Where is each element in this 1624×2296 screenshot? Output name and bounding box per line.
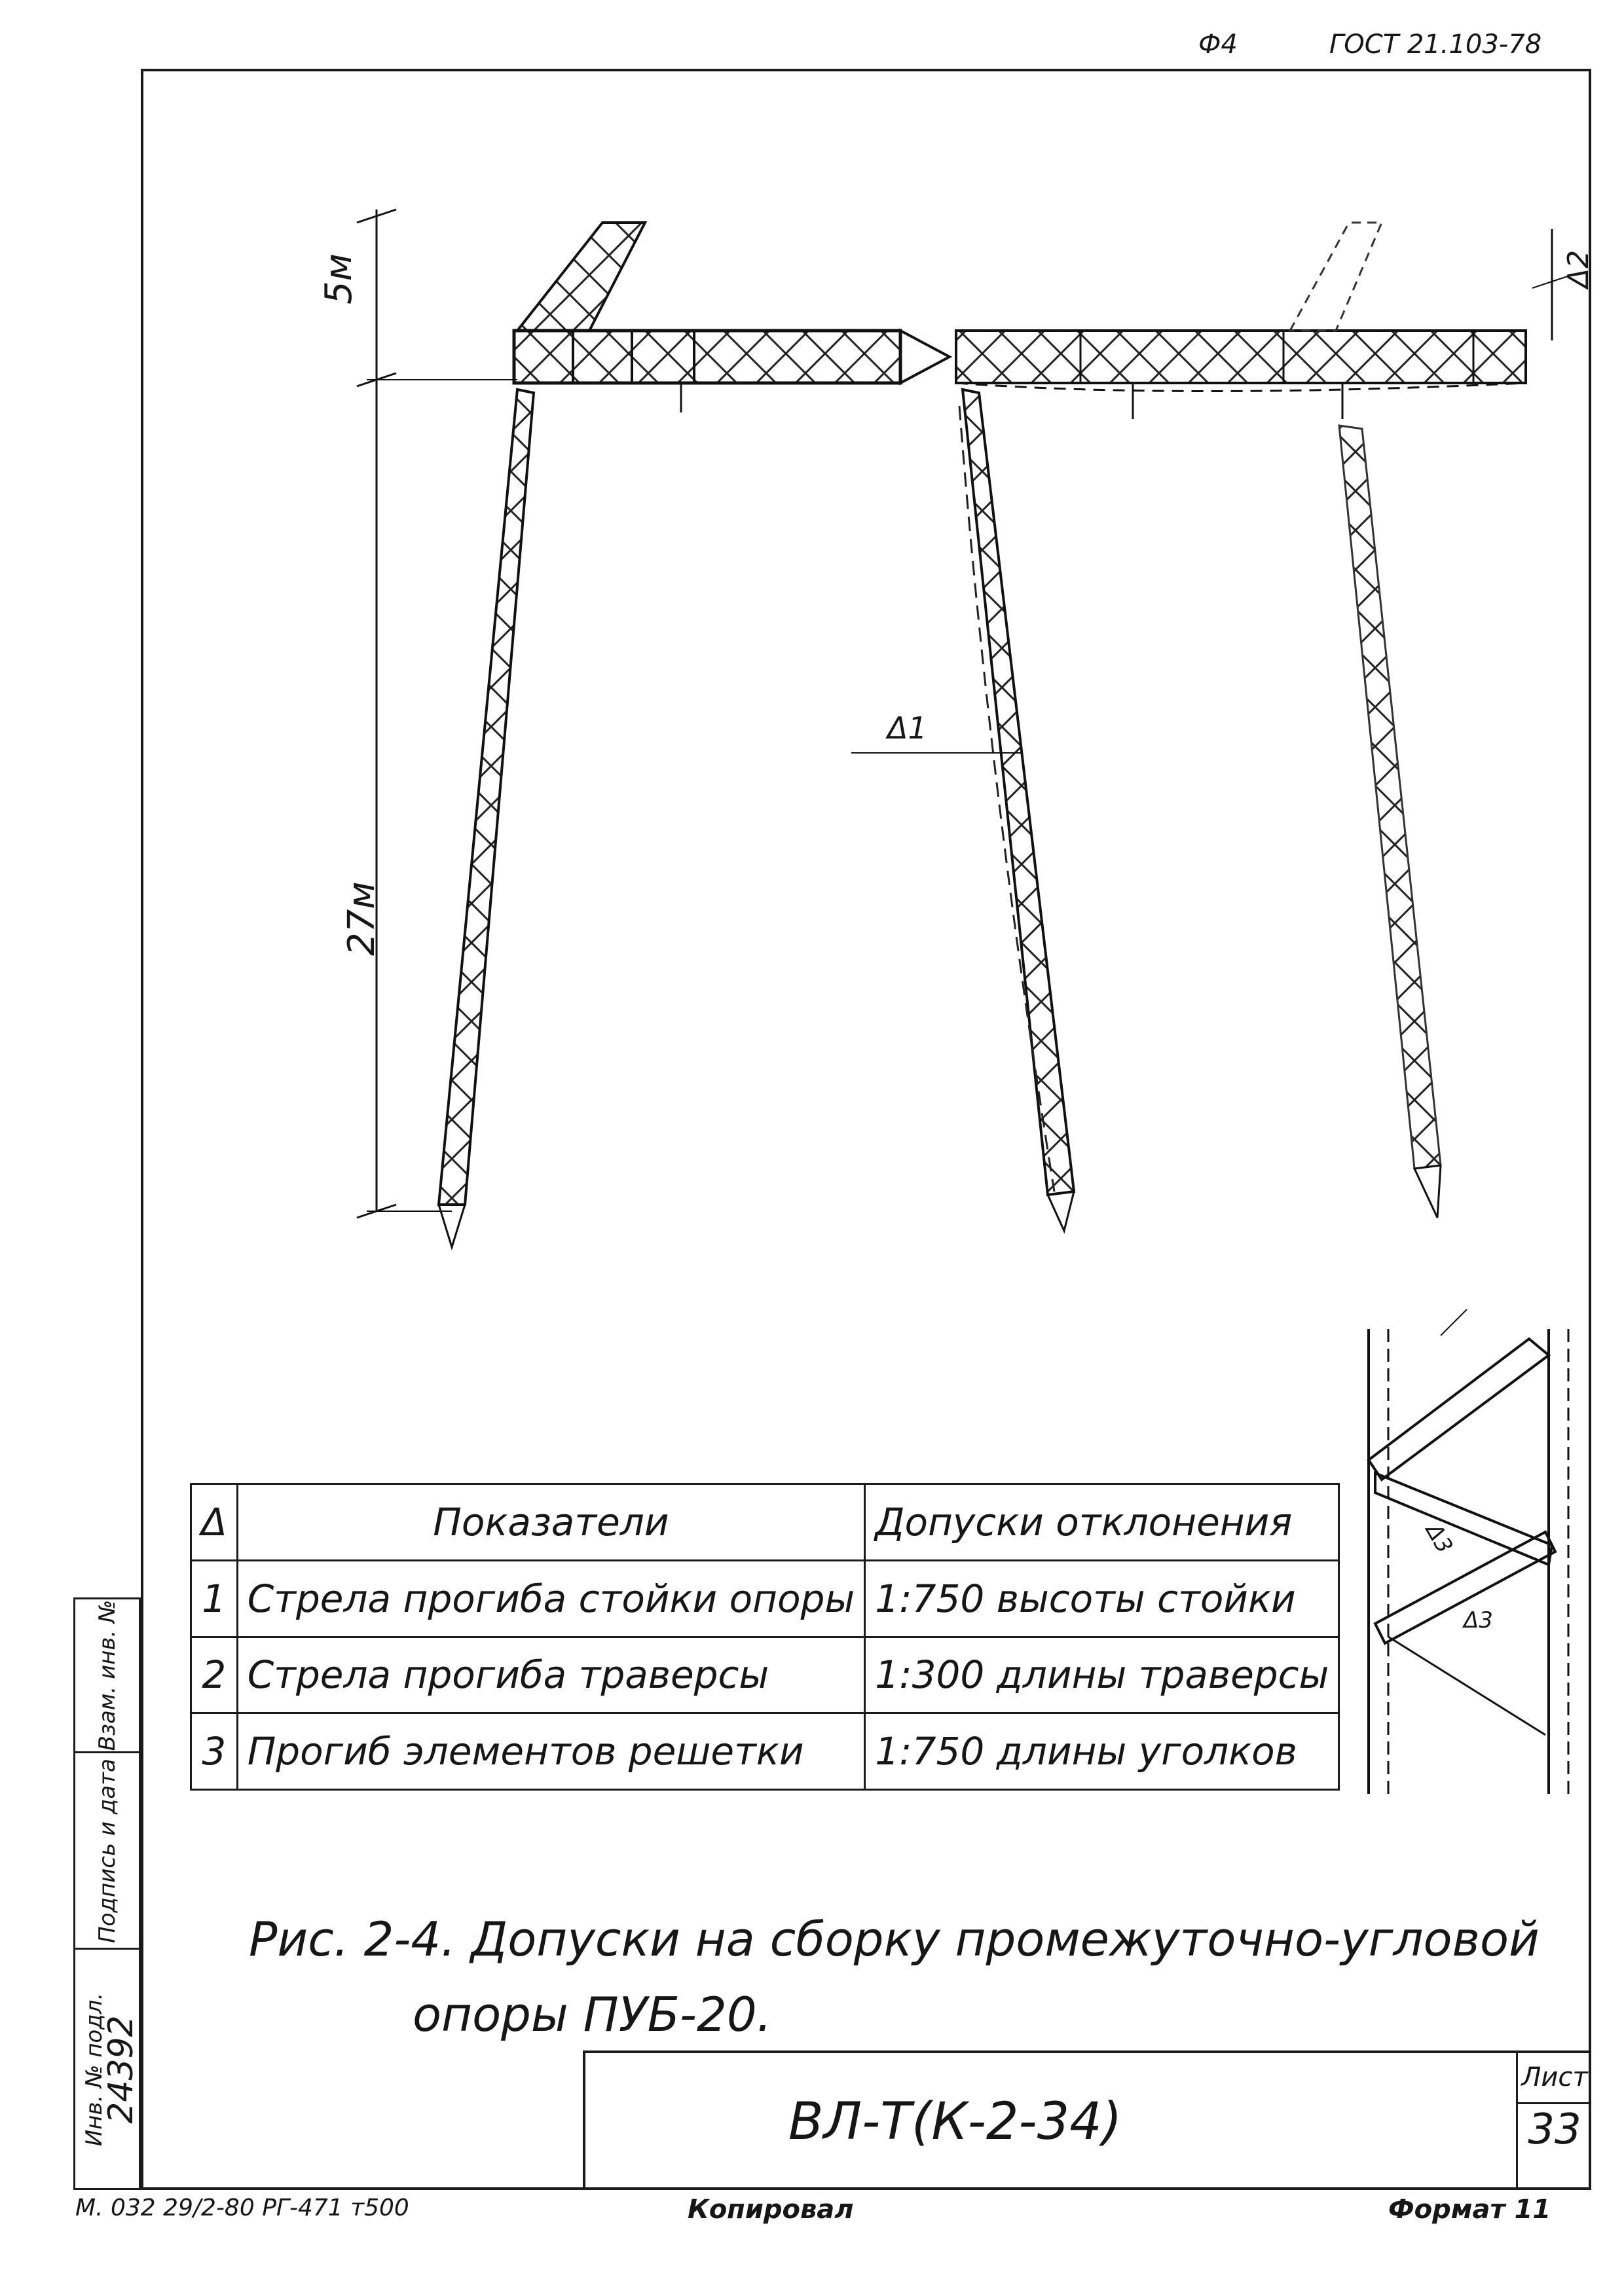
dim-delta3a: Δ3	[1420, 1519, 1458, 1558]
stamp-cell-signature	[75, 1753, 139, 1950]
table-cell: 2	[191, 1637, 238, 1713]
footer-right: Формат 11	[1388, 2195, 1551, 2225]
table-cell: 1:300 длины траверсы	[865, 1637, 1339, 1713]
drawing-designation: ВЛ-Т(К-2-34)	[788, 2092, 1122, 2151]
table-row	[191, 1560, 1339, 1637]
header-code-right: ГОСТ 21.103-78	[1329, 29, 1542, 60]
dim-delta3b: Δ3	[1464, 1607, 1493, 1633]
figure-caption-line1: Рис. 2-4. Допуски на сборку промежуточно-угловой	[249, 1912, 1540, 1967]
stamp-cell-inventory	[75, 1950, 139, 2189]
dim-delta2: Δ2	[1562, 249, 1595, 288]
table-cell: 1:750 высоты стойки	[865, 1560, 1339, 1637]
side-stamp	[73, 1597, 141, 2190]
stamp-label: Взам. инв. №	[94, 1599, 120, 1751]
table-header: Допуски отклонения	[865, 1484, 1339, 1561]
table-header: Δ	[191, 1484, 238, 1561]
sheet-number: 33	[1528, 2105, 1581, 2154]
dim-top-height: 5м	[318, 253, 360, 304]
footer-left: М. 032 29/2-80 РГ-471 т500	[75, 2195, 409, 2221]
table-cell: 1:750 длины уголков	[865, 1713, 1339, 1790]
table-cell: 1	[191, 1560, 238, 1637]
sheet-box	[1516, 2053, 1591, 2190]
title-block	[583, 2050, 1591, 2190]
inventory-number: 24392	[101, 2015, 141, 2124]
stamp-label: Подпись и дата	[94, 1758, 120, 1943]
sheet-label: Лист	[1518, 2053, 1591, 2104]
table-header-row	[191, 1484, 1339, 1561]
table-cell: Стрела прогиба стойки опоры	[237, 1560, 865, 1637]
footer-center: Копировал	[688, 2195, 854, 2225]
header-code-left: Ф4	[1198, 29, 1238, 60]
table-cell: Стрела прогиба траверсы	[237, 1637, 865, 1713]
table-row	[191, 1713, 1339, 1790]
table-row	[191, 1637, 1339, 1713]
table-cell: Прогиб элементов решетки	[237, 1713, 865, 1790]
table-cell: 3	[191, 1713, 238, 1790]
drawing-frame	[141, 69, 1591, 2190]
dim-delta1: Δ1	[887, 710, 927, 746]
figure-caption-line2: опоры ПУБ-20.	[413, 1987, 772, 2042]
table-header: Показатели	[237, 1484, 865, 1561]
tolerance-table	[190, 1483, 1340, 1791]
stamp-label: Инв. № подл.	[81, 1992, 108, 2147]
dim-main-height: 27м	[341, 881, 383, 956]
stamp-cell-replacement	[75, 1599, 139, 1753]
